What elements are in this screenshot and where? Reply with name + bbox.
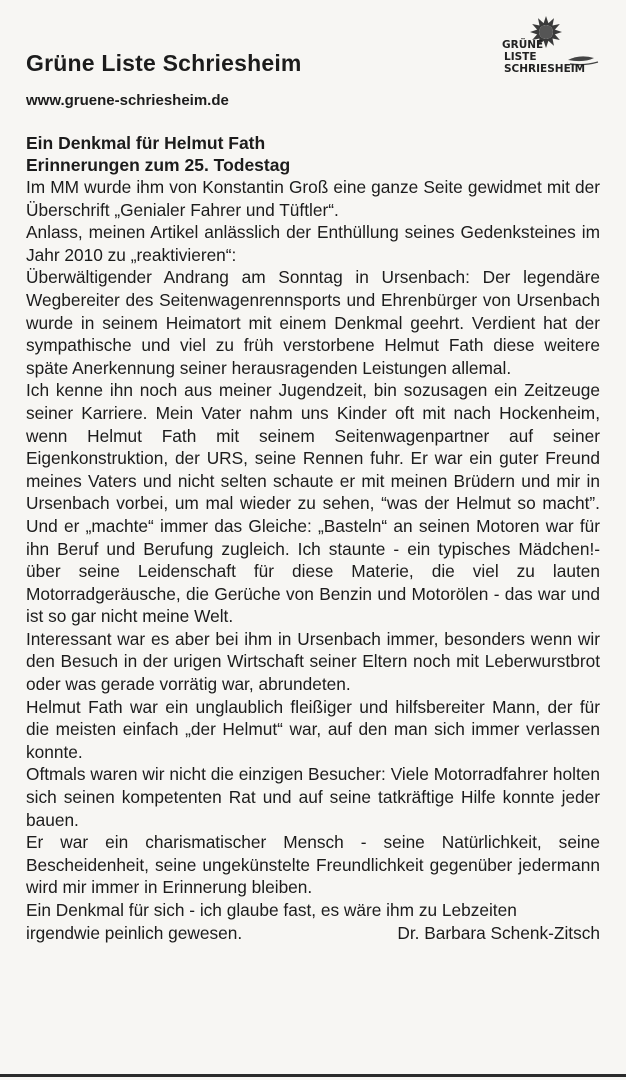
author-signature: Dr. Barbara Schenk-Zitsch bbox=[397, 922, 600, 943]
logo-text-line2: LISTE bbox=[504, 51, 537, 63]
gruene-liste-logo bbox=[498, 14, 608, 84]
closing-line-end: irgendwie peinlich gewesen. bbox=[26, 922, 243, 943]
bottom-divider bbox=[0, 1074, 626, 1077]
article-paragraph: Oftmals waren wir nicht die einzigen Besucher: Viele Motorradfahrer holten sich seinen kompetenten Rat und auf seine tatkräftige Hilfe konnte jeder bauen. bbox=[26, 764, 600, 830]
logo-text-line3: SCHRIESHEIM bbox=[504, 63, 586, 75]
article-paragraph: Überwältigender Andrang am Sonntag in Ursenbach: Der legendäre Wegbereiter des Seitenwagenrennsports und Ehrenbürger von Ursenbach wurde in seinem Heimatort mit einem Denkmal geehrt. Verdient hat der sympathische und viel zu früh verstorbene Helmut Fath diese weitere späte Anerkennung seiner herausragenden Leistungen allemal. bbox=[26, 267, 600, 378]
logo-text-line1: GRÜNE bbox=[502, 39, 544, 51]
article-paragraph: Im MM wurde ihm von Konstantin Groß eine ganze Seite gewidmet mit der Überschrift „Genialer Fahrer und Tüftler“. bbox=[26, 177, 600, 220]
article-paragraph: Er war ein charismatischer Mensch - seine Natürlichkeit, seine Bescheidenheit, seine ungekünstelte Freundlichkeit gegenüber jedermann wird mir immer in Erinnerung bleiben. bbox=[26, 832, 600, 898]
article-body bbox=[26, 176, 600, 944]
organization-url[interactable]: www.gruene-schriesheim.de bbox=[26, 92, 229, 109]
organization-title: Grüne Liste Schriesheim bbox=[26, 50, 302, 76]
article-paragraph: Anlass, meinen Artikel anlässlich der Enthüllung seines Gedenksteines im Jahr 2010 zu „reaktivieren“: bbox=[26, 222, 600, 265]
headline-line-1: Ein Denkmal für Helmut Fath bbox=[26, 133, 266, 153]
closing-line: Ein Denkmal für sich - ich glaube fast, es wäre ihm zu Lebzeiten bbox=[26, 900, 517, 920]
article-headline bbox=[26, 132, 606, 176]
article-paragraph: Interessant war es aber bei ihm in Ursenbach immer, besonders wenn wir den Besuch in der urigen Wirtschaft seiner Eltern noch mit Leberwurstbrot oder was gerade vorrätig war, abrundeten. bbox=[26, 628, 600, 695]
signoff-row bbox=[26, 922, 600, 945]
headline-line-2: Erinnerungen zum 25. Todestag bbox=[26, 155, 291, 175]
article-paragraph: Ich kenne ihn noch aus meiner Jugendzeit, bin sozusagen ein Zeitzeuge seiner Karriere. Mein Vater nahm uns Kinder oft mit nach Hockenheim, wenn Helmut Fath mit seinem Seitenwagenpartner auf seiner Eigenkonstruktion, der URS, seine Rennen fuhr. Er war ein guter Freund meines Vaters und nicht selten schaute er mit meinen Brüdern und mir in Ursenbach vorbei, um mal wieder zu sehen, “was der Helmut so macht”. Und er „machte“ immer das Gleiche: „Basteln“ an seinen Motoren war für ihn Beruf und Berufung zugleich. Ich staunte - ein typisches Mädchen!- über seine Leidenschaft für diese Materie, die viel zu lauten Motorradgeräusche, die Gerüche von Benzin und Motorölen - das war und ist so gar nicht meine Welt. bbox=[26, 380, 600, 627]
article-paragraph: Helmut Fath war ein unglaublich fleißiger und hilfsbereiter Mann, der für die meisten einfach „der Helmut“ war, auf den man sich immer verlassen konnte. bbox=[26, 696, 600, 762]
